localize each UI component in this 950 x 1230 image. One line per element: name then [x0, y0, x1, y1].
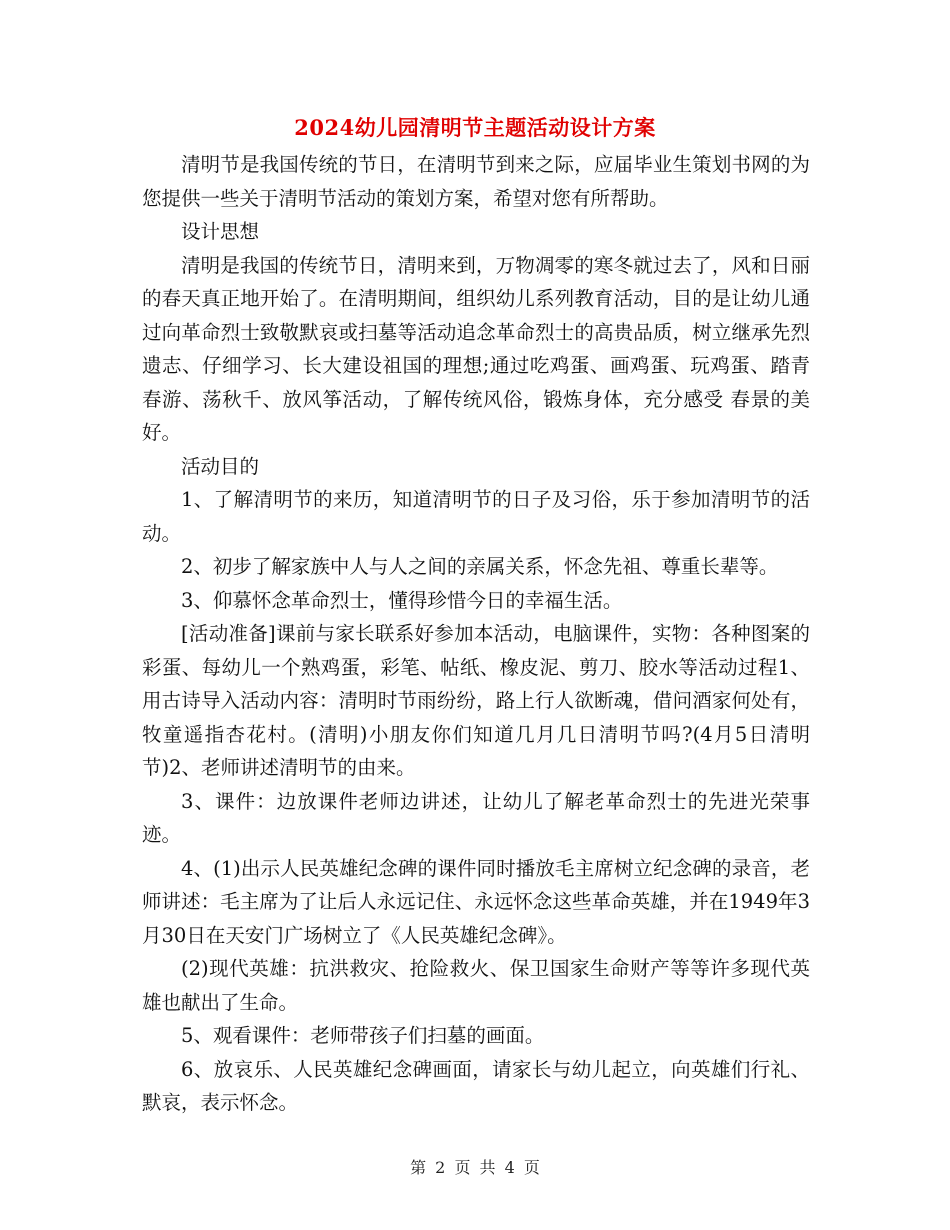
preparation-paragraph: [活动准备]课前与家长联系好参加本活动，电脑课件，实物：各种图案的彩蛋、每幼儿一个熟鸡蛋，彩笔、帖纸、橡皮泥、剪刀、胶水等活动过程1、用古诗导入活动内容：清明时节雨纷纷，路上行人欲断魂，借问酒家何处有，牧童遥指杏花村。(清明)小朋友你们知道几月几日清明节吗?(4月5日清明节)2、老师讲述清明节的由来。 — [142, 622, 810, 779]
goal-item-1: 1、了解清明节的来历，知道清明节的日子及习俗，乐于参加清明节的活动。 — [142, 488, 810, 545]
intro-paragraph: 清明节是我国传统的节日，在清明节到来之际，应届毕业生策划书网的为您提供一些关于清明节活动的策划方案，希望对您有所帮助。 — [142, 153, 810, 210]
process-step-3: 3、课件：边放课件老师边讲述，让幼儿了解老革命烈士的先进光荣事迹。 — [142, 789, 810, 846]
process-step-5: 5、观看课件：老师带孩子们扫墓的画面。 — [181, 1024, 545, 1047]
goal-item-2: 2、初步了解家族中人与人之间的亲属关系，怀念先祖、尊重长辈等。 — [181, 555, 779, 578]
section-heading-design: 设计思想 — [181, 220, 260, 243]
goal-item-3: 3、仰慕怀念革命烈士，懂得珍惜今日的幸福生活。 — [181, 588, 623, 612]
design-paragraph: 清明是我国的传统节日，清明来到，万物凋零的寒冬就过去了，风和日丽的春天真正地开始了。在清明期间，组织幼儿系列教育活动，目的是让幼儿通过向革命烈士致敬默哀或扫墓等活动追念革命烈士的高贵品质，树立继承先烈遗志、仔细学习、长大建设祖国的理想;通过吃鸡蛋、画鸡蛋、玩鸡蛋、踏青春游、荡秋千、放风筝活动，了解传统风俗，锻炼身体，充分感受 春景的美好。 — [142, 253, 810, 444]
process-step-4-1: 4、(1)出示人民英雄纪念碑的课件同时播放毛主席树立纪念碑的录音，老师讲述：毛主席为了让后人永远记住、永远怀念这些革命英雄，并在1949年3月30日在天安门广场树立了《人民英雄纪念碑》。 — [142, 856, 810, 947]
process-step-6: 6、放哀乐、人民英雄纪念碑画面，请家长与幼儿起立，向英雄们行礼、默哀，表示怀念。 — [142, 1057, 810, 1114]
process-step-4-2: (2)现代英雄：抗洪救灾、抢险救火、保卫国家生命财产等等许多现代英雄也献出了生命。 — [142, 957, 810, 1014]
section-heading-goals: 活动目的 — [181, 454, 260, 478]
document-body — [142, 148, 810, 1120]
document-title: 2024幼儿园清明节主题活动设计方案 — [294, 115, 656, 140]
page-number-footer: 第 2 页 共 4 页 — [410, 1158, 540, 1177]
